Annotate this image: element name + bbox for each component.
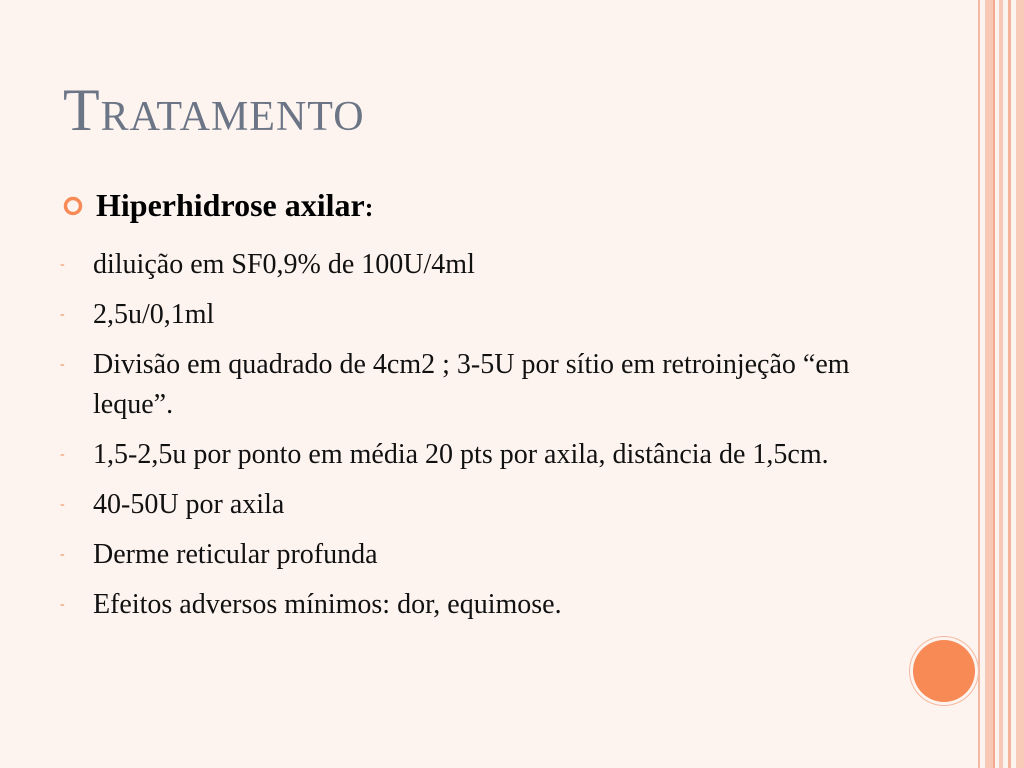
decorative-stripe [999, 0, 1003, 768]
list-item [60, 535, 900, 575]
list-item-text: 2,5u/0,1ml [93, 299, 215, 331]
dash-marker: - [60, 597, 65, 613]
list-item [60, 435, 900, 475]
dash-marker: - [60, 357, 65, 373]
slide-title: Tratamento [63, 77, 365, 143]
dash-marker: - [60, 547, 65, 563]
dash-marker: - [60, 257, 65, 273]
list-item-text: Derme reticular profunda [93, 539, 378, 571]
list-item [60, 245, 900, 285]
dash-marker: - [60, 447, 65, 463]
decorative-stripe [978, 0, 980, 768]
dash-marker: - [60, 497, 65, 513]
slide-content [60, 188, 900, 635]
heading-label: Hiperhidrose axilar [96, 187, 365, 223]
list-item [60, 345, 900, 425]
list-item [60, 485, 900, 525]
list-item-text: Efeitos adversos mínimos: dor, equimose. [93, 589, 562, 621]
bullet-heading [60, 188, 900, 223]
bullet-list [60, 245, 900, 625]
orange-circle-decoration [913, 640, 975, 702]
decorative-stripe [1008, 0, 1011, 768]
dash-marker: - [60, 307, 65, 323]
list-item-text: Divisão em quadrado de 4cm2 ; 3-5U por sítio em retroinjeção “em leque”. [93, 349, 850, 421]
heading-text [96, 188, 373, 223]
list-item-text: 40-50U por axila [93, 489, 285, 521]
decorative-stripe [985, 0, 993, 768]
orange-ring-bullet-icon [63, 196, 83, 216]
decorative-stripe [1016, 0, 1024, 768]
decorative-stripe [993, 0, 995, 768]
list-item-text: 1,5-2,5u por ponto em média 20 pts por axila, distância de 1,5cm. [93, 439, 829, 471]
heading-colon: : [364, 193, 374, 222]
list-item-text: diluição em SF0,9% de 100U/4ml [93, 249, 475, 281]
list-item [60, 295, 900, 335]
list-item [60, 585, 900, 625]
